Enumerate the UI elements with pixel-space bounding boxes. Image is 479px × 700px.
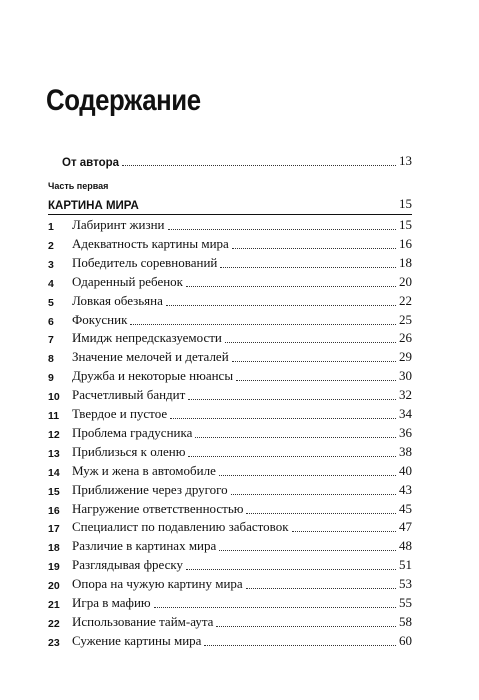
toc-entry: [48, 613, 412, 630]
toc-entry: [48, 594, 412, 611]
chapter-page: 48: [399, 538, 412, 554]
chapter-title: Использование тайм-аута: [72, 613, 214, 629]
chapter-title: Проблема градусника: [72, 424, 193, 440]
chapter-title: Игра в мафию: [72, 595, 151, 610]
chapter-title: Лабиринт жизни: [72, 217, 165, 232]
chapter-title: Твердое и пустое: [72, 406, 168, 421]
dot-leader: [130, 324, 396, 325]
chapter-title: Приблизься к оленю: [72, 443, 186, 459]
chapter-page: 43: [399, 481, 412, 497]
chapter-page: 45: [399, 500, 412, 516]
chapter-number: 11: [48, 410, 60, 422]
toc-entry: [48, 462, 412, 479]
chapter-page: 40: [399, 462, 412, 478]
section-rule: [48, 214, 412, 215]
toc-entry: [48, 216, 412, 233]
dot-leader: [292, 531, 396, 532]
dot-leader: [231, 494, 396, 495]
chapter-title: Адекватность картины мира: [72, 235, 229, 251]
chapter-page: 20: [399, 273, 412, 289]
chapter-number: 10: [48, 391, 60, 404]
dot-leader: [188, 399, 396, 400]
toc-entry-author: [62, 152, 412, 169]
dot-leader: [236, 380, 396, 381]
toc-entry: [48, 424, 412, 441]
toc-entry: [48, 556, 412, 573]
chapter-number: 3: [48, 258, 54, 271]
chapter-title: Сужение картины мира: [72, 632, 202, 648]
chapter-number: 9: [48, 372, 54, 385]
toc-entry: [48, 518, 412, 535]
toc-entry: [48, 500, 412, 517]
chapter-number: 6: [48, 315, 54, 328]
dot-leader: [154, 607, 396, 608]
chapter-page: 25: [399, 311, 412, 327]
toc-entry: [48, 292, 412, 309]
chapter-number: 1: [48, 221, 54, 233]
dot-leader: [122, 165, 396, 166]
dot-leader: [216, 626, 396, 627]
chapter-page: 36: [399, 424, 412, 440]
dot-leader: [186, 569, 396, 570]
chapter-title: Фокусник: [72, 311, 128, 327]
dot-leader: [246, 588, 396, 589]
chapter-title: Одаренный ребенок: [72, 273, 183, 289]
chapter-page: 30: [399, 368, 412, 384]
toc-entry: [48, 367, 412, 384]
dot-leader: [246, 513, 396, 514]
chapter-title: Муж и жена в автомобиле: [72, 462, 216, 478]
chapter-page: 32: [399, 387, 412, 403]
toc-entry: [48, 443, 412, 460]
dot-leader: [166, 305, 396, 306]
chapter-title: Расчетливый бандит: [72, 387, 186, 403]
part-title: КАРТИНА МИРА: [48, 200, 139, 212]
dot-leader: [219, 475, 396, 476]
toc-entry-page: 13: [399, 153, 412, 168]
dot-leader: [232, 248, 396, 249]
dot-leader: [219, 550, 396, 551]
chapter-title: Приближение через другого: [72, 481, 228, 497]
chapter-page: 55: [399, 595, 412, 610]
chapter-title: Специалист по подавлению забастовок: [72, 519, 289, 535]
chapter-page: 53: [399, 576, 412, 592]
chapter-number: 21: [48, 599, 60, 611]
toc-entry: [48, 273, 412, 290]
dot-leader: [225, 342, 396, 343]
chapter-number: 19: [48, 561, 60, 574]
chapter-number: 7: [48, 334, 54, 347]
toc-entry: [48, 537, 412, 554]
dot-leader: [195, 437, 396, 438]
chapter-number: 18: [48, 542, 60, 555]
toc-entry: [48, 254, 412, 271]
toc-entry: [48, 235, 412, 252]
toc-entry: [48, 311, 412, 328]
chapter-title: Нагружение ответственностью: [72, 500, 244, 516]
toc-entry: [48, 405, 412, 422]
toc-entry: [48, 386, 412, 403]
dot-leader: [168, 229, 397, 230]
chapter-page: 51: [399, 557, 412, 573]
chapter-page: 16: [399, 235, 412, 251]
toc-entry: [48, 575, 412, 592]
part-page: 15: [399, 196, 412, 211]
chapter-title: Различие в картинах мира: [72, 538, 217, 554]
part-label: Часть первая: [48, 181, 109, 191]
chapter-number: 16: [48, 504, 60, 517]
chapter-page: 26: [399, 330, 412, 346]
chapter-number: 20: [48, 580, 60, 593]
page-title: Содержание: [46, 84, 201, 117]
dot-leader: [232, 361, 396, 362]
chapter-number: 22: [48, 617, 60, 630]
toc-entry: [48, 348, 412, 365]
chapter-number: 23: [48, 636, 60, 649]
chapter-number: 17: [48, 523, 60, 536]
chapter-number: 4: [48, 277, 54, 290]
chapter-page: 15: [399, 217, 412, 232]
toc-entry: [48, 329, 412, 346]
part-heading: [48, 195, 412, 212]
chapter-page: 34: [399, 406, 412, 421]
toc-entry: [48, 632, 412, 649]
toc-entry: [48, 481, 412, 498]
dot-leader: [186, 286, 396, 287]
chapter-page: 58: [399, 613, 412, 629]
chapter-number: 14: [48, 466, 60, 479]
chapter-title: Опора на чужую картину мира: [72, 576, 243, 592]
dot-leader: [170, 418, 396, 419]
dot-leader: [220, 267, 396, 268]
chapter-number: 13: [48, 447, 60, 460]
chapter-title: Значение мелочей и деталей: [72, 349, 229, 365]
chapter-title: Дружба и некоторые нюансы: [72, 368, 234, 384]
chapter-number: 5: [48, 296, 54, 309]
chapter-title: Разглядывая фреску: [72, 557, 184, 573]
chapter-page: 29: [399, 349, 412, 365]
chapter-page: 18: [399, 254, 412, 270]
chapter-page: 38: [399, 443, 412, 459]
chapter-page: 47: [399, 519, 412, 535]
toc-entry-label: От автора: [62, 157, 120, 169]
chapter-title: Имидж непредсказуемости: [72, 330, 222, 346]
chapter-number: 12: [48, 428, 60, 441]
dot-leader: [204, 645, 396, 646]
chapter-title: Победитель соревнований: [72, 254, 218, 270]
chapter-number: 15: [48, 485, 60, 498]
chapter-title: Ловкая обезьяна: [72, 292, 163, 308]
chapter-page: 60: [399, 632, 412, 648]
dot-leader: [188, 456, 396, 457]
chapter-number: 2: [48, 239, 54, 252]
chapter-page: 22: [399, 292, 412, 308]
chapter-number: 8: [48, 353, 54, 366]
